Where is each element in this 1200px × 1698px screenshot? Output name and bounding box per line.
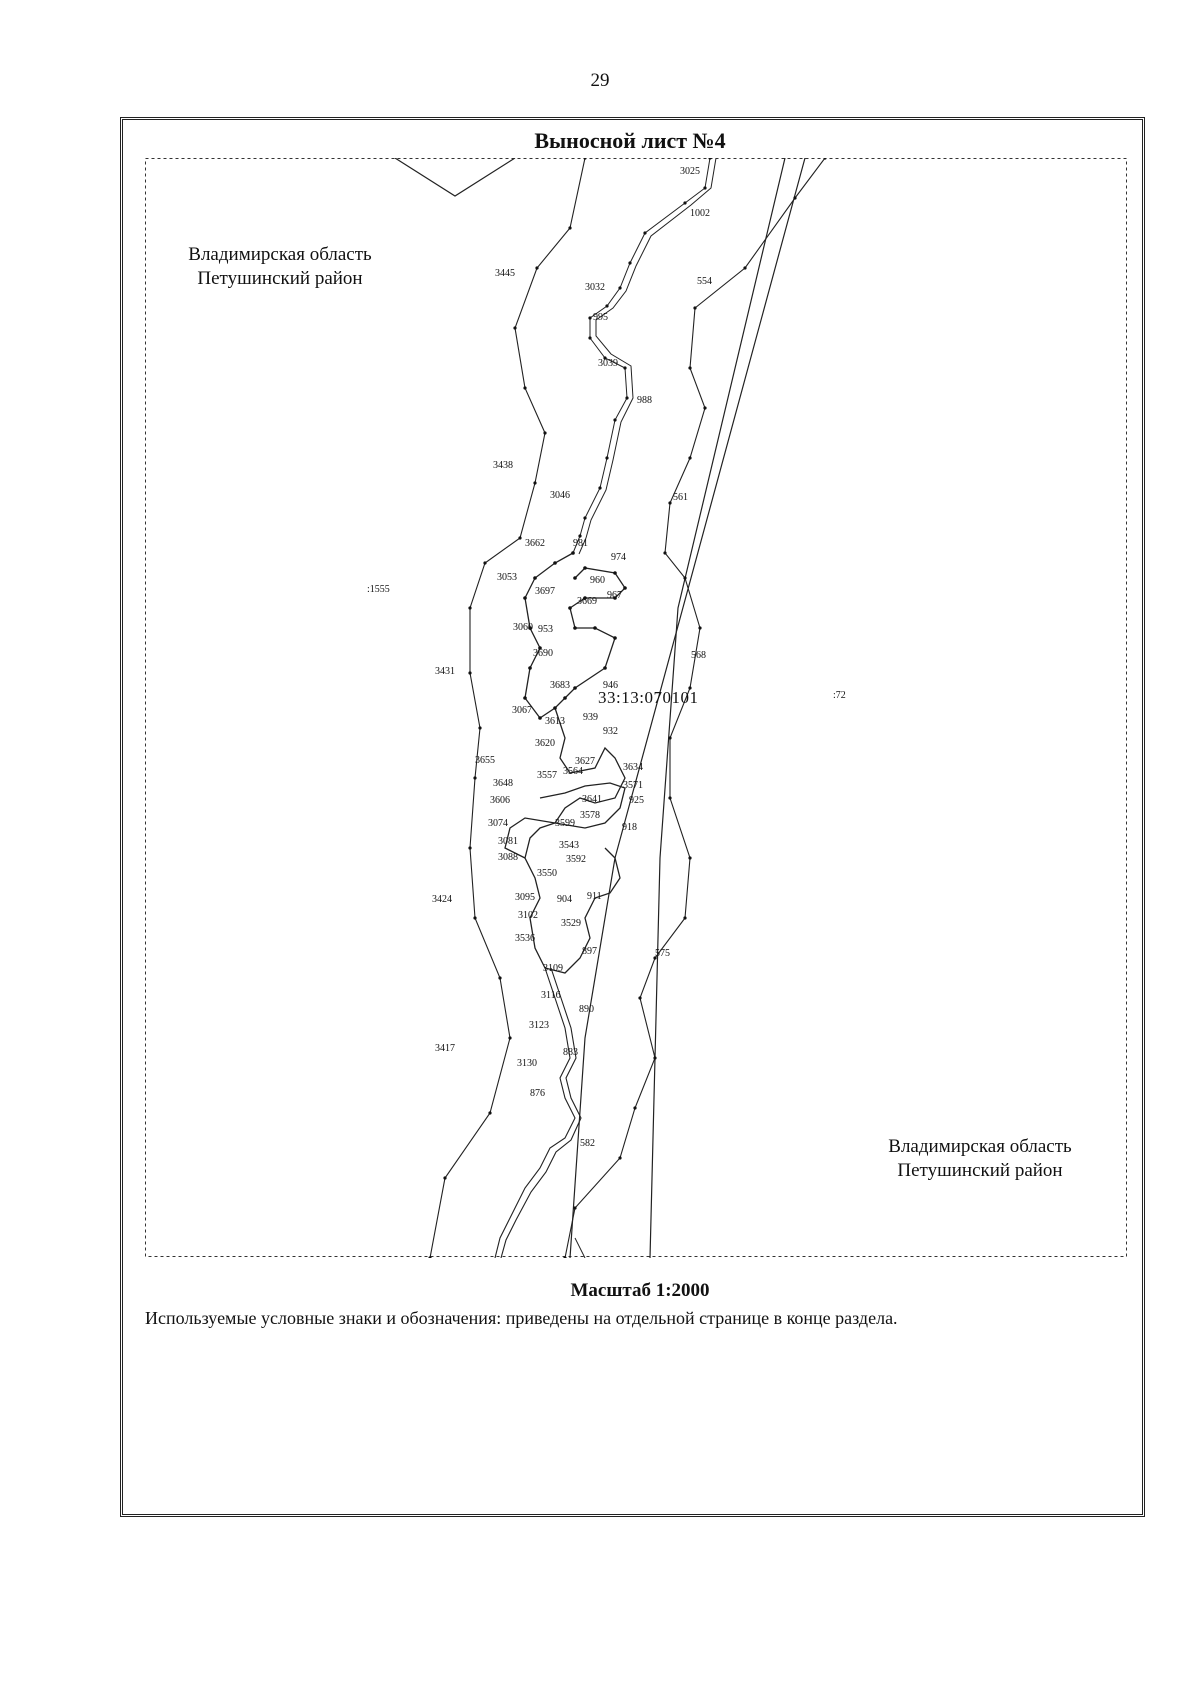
side-label-left: :1555 <box>367 584 390 595</box>
point-label: 3102 <box>518 910 538 921</box>
map-canvas[interactable] <box>145 158 1127 1258</box>
point-label: 3557 <box>537 770 557 781</box>
survey-node <box>693 306 696 309</box>
survey-node <box>588 336 591 339</box>
point-label: 911 <box>587 891 602 902</box>
point-label: 3697 <box>535 586 555 597</box>
meander-lower-b <box>501 968 581 1258</box>
point-label: 3025 <box>680 166 700 177</box>
region-label-northwest <box>160 243 400 291</box>
boundary-diagonal <box>570 158 805 1258</box>
survey-node <box>513 326 516 329</box>
point-label: 960 <box>590 575 605 586</box>
survey-node <box>443 1176 446 1179</box>
point-label: 3669 <box>577 596 597 607</box>
point-label: 974 <box>611 552 626 563</box>
survey-node <box>703 406 706 409</box>
east-buffer-line <box>565 158 825 1258</box>
leader-582 <box>575 1238 585 1258</box>
side-label-right: :72 <box>833 690 846 701</box>
region-nw-oblast: Владимирская область <box>188 244 372 265</box>
survey-node <box>593 626 597 630</box>
survey-node <box>613 636 617 640</box>
point-label: 953 <box>538 624 553 635</box>
survey-node <box>483 561 486 564</box>
survey-node <box>468 606 471 609</box>
point-label: 3067 <box>512 705 532 716</box>
point-label: 3109 <box>543 963 563 974</box>
legend-note: Используемые условные знаки и обозначения: приведены на отдельной странице в конце раздела. <box>145 1308 898 1328</box>
survey-node <box>553 706 557 710</box>
point-label: 3445 <box>495 268 515 279</box>
survey-node <box>523 386 526 389</box>
point-label: 575 <box>655 948 670 959</box>
survey-node <box>668 736 671 739</box>
survey-node <box>498 976 501 979</box>
point-label: 3417 <box>435 1043 455 1054</box>
point-label: 3592 <box>566 854 586 865</box>
point-label: 3123 <box>529 1020 549 1031</box>
point-label: 3074 <box>488 818 508 829</box>
survey-node <box>698 626 701 629</box>
survey-node <box>535 266 538 269</box>
survey-node <box>523 696 527 700</box>
point-label: 3662 <box>525 538 545 549</box>
survey-node <box>618 1156 621 1159</box>
point-label: 946 <box>603 680 618 691</box>
survey-node <box>668 501 671 504</box>
point-label: 3634 <box>623 762 643 773</box>
point-label: 939 <box>583 712 598 723</box>
point-label: 3060 <box>513 622 533 633</box>
point-label: 3438 <box>493 460 513 471</box>
point-label: 554 <box>697 276 712 287</box>
survey-node <box>603 666 607 670</box>
survey-node <box>688 366 691 369</box>
point-label: 918 <box>622 822 637 833</box>
survey-node <box>518 536 521 539</box>
survey-node <box>573 1206 576 1209</box>
survey-node <box>598 486 601 489</box>
region-se-district: Петушинский район <box>897 1160 1063 1181</box>
point-label: 3095 <box>515 892 535 903</box>
point-label: 3116 <box>541 990 561 1001</box>
survey-node <box>605 456 608 459</box>
point-label: 904 <box>557 894 572 905</box>
point-label: 3690 <box>533 648 553 659</box>
cadastral-number: 33:13:070101 <box>598 688 699 707</box>
survey-node <box>583 516 586 519</box>
point-label: 967 <box>607 590 622 601</box>
point-label: 3564 <box>563 766 583 777</box>
survey-node <box>743 266 746 269</box>
point-label: 568 <box>691 650 706 661</box>
point-label: 3431 <box>435 666 455 677</box>
survey-node <box>573 576 577 580</box>
point-label: 3599 <box>555 818 575 829</box>
point-label: 897 <box>582 946 597 957</box>
region-nw-district: Петушинский район <box>197 268 363 289</box>
point-label: 981 <box>573 538 588 549</box>
survey-node <box>528 666 532 670</box>
survey-node <box>668 796 671 799</box>
point-label: 3543 <box>559 840 579 851</box>
point-label: 561 <box>673 492 688 503</box>
point-label: 3032 <box>585 282 605 293</box>
point-label: 3606 <box>490 795 510 806</box>
map-scale: Масштаб 1:2000 <box>570 1280 710 1301</box>
survey-node <box>488 1111 491 1114</box>
survey-node <box>473 916 476 919</box>
survey-node <box>478 726 481 729</box>
point-label: 3424 <box>432 894 452 905</box>
survey-node <box>663 551 666 554</box>
point-label: 3641 <box>582 794 602 805</box>
survey-node <box>613 571 617 575</box>
survey-node <box>793 196 796 199</box>
survey-node <box>538 716 542 720</box>
survey-node <box>573 626 577 630</box>
survey-node <box>625 396 628 399</box>
survey-node <box>613 418 616 421</box>
survey-node <box>703 186 706 189</box>
point-label: 3627 <box>575 756 595 767</box>
point-label: 3648 <box>493 778 513 789</box>
survey-node <box>638 996 641 999</box>
point-label: 3039 <box>598 358 618 369</box>
point-label: 3578 <box>580 810 600 821</box>
point-label: 1002 <box>690 208 710 219</box>
survey-node <box>468 846 471 849</box>
survey-node <box>583 566 587 570</box>
survey-node <box>688 856 691 859</box>
survey-node <box>643 231 646 234</box>
point-label: 883 <box>563 1047 578 1058</box>
region-se-oblast: Владимирская область <box>888 1136 1072 1157</box>
point-label: 3053 <box>497 572 517 583</box>
point-label: 3529 <box>561 918 581 929</box>
sheet-title: Выносной лист №4 <box>534 128 726 153</box>
survey-node <box>605 304 608 307</box>
survey-node <box>708 158 711 160</box>
point-label: 3620 <box>535 738 555 749</box>
survey-node <box>508 1036 511 1039</box>
west-buffer-line <box>430 158 585 1258</box>
point-label: 3081 <box>498 836 518 847</box>
point-label: 3550 <box>537 868 557 879</box>
point-label: 3655 <box>475 755 495 766</box>
survey-node <box>533 481 536 484</box>
point-label: 3130 <box>517 1058 537 1069</box>
survey-node <box>568 606 572 610</box>
page-number: 29 <box>590 70 610 91</box>
survey-node <box>623 586 627 590</box>
survey-node <box>653 1056 656 1059</box>
point-label: 890 <box>579 1004 594 1015</box>
survey-node <box>571 551 575 555</box>
survey-node <box>543 431 546 434</box>
point-label: 3088 <box>498 852 518 863</box>
point-label: 3571 <box>623 780 643 791</box>
survey-node <box>683 916 686 919</box>
point-label: 876 <box>530 1088 545 1099</box>
survey-node <box>573 686 577 690</box>
survey-node <box>473 776 476 779</box>
survey-node <box>553 561 557 565</box>
point-label: 3613 <box>545 716 565 727</box>
survey-node <box>523 596 527 600</box>
point-label: 3046 <box>550 490 570 501</box>
point-label: 932 <box>603 726 618 737</box>
survey-node <box>688 456 691 459</box>
survey-node <box>683 576 686 579</box>
point-label: 995 <box>593 312 608 323</box>
point-label: 988 <box>637 395 652 406</box>
survey-node <box>623 366 626 369</box>
survey-node <box>683 201 686 204</box>
point-label: 3536 <box>515 933 535 944</box>
map-area[interactable] <box>145 158 1127 1258</box>
survey-node <box>583 158 586 160</box>
boundary-v-line <box>395 158 515 196</box>
survey-node <box>588 316 591 319</box>
survey-node <box>533 576 537 580</box>
survey-node <box>633 1106 636 1109</box>
survey-node <box>628 261 631 264</box>
point-label: 925 <box>629 795 644 806</box>
point-label: 582 <box>580 1138 595 1149</box>
survey-node <box>563 696 567 700</box>
survey-node <box>568 226 571 229</box>
survey-node <box>618 286 621 289</box>
boundary-straight <box>650 158 785 1258</box>
survey-nodes <box>428 158 826 1258</box>
survey-node <box>468 671 471 674</box>
point-label: 3683 <box>550 680 570 691</box>
meander-lower-a <box>495 968 575 1258</box>
region-label-southeast <box>860 1135 1100 1183</box>
